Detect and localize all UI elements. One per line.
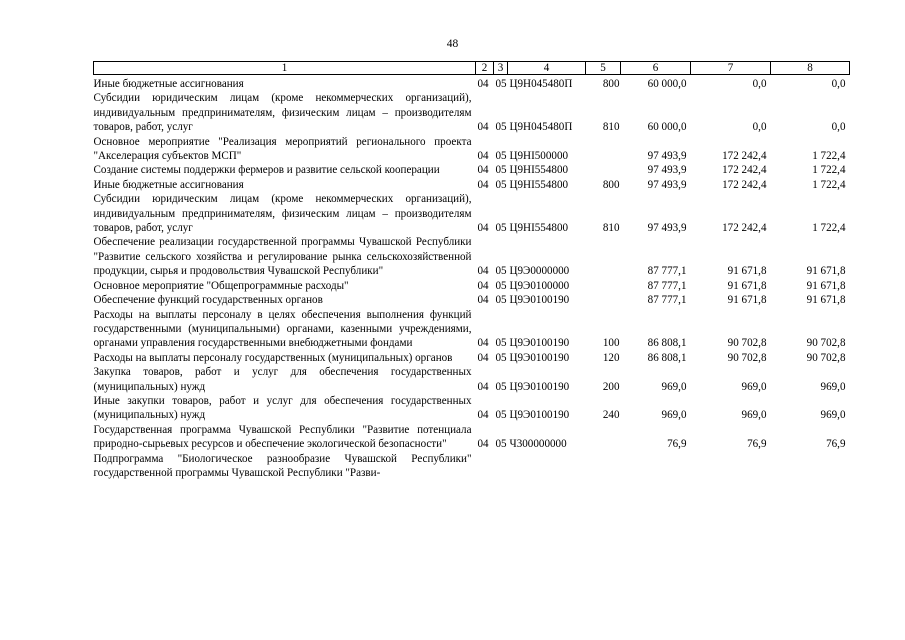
expense-type-code bbox=[586, 135, 621, 164]
expense-type-code: 810 bbox=[602, 222, 620, 235]
row-name: Расходы на выплаты персоналу в целях обеспечения выполнения функций государственными (муниципальными) органами, казенными учреждениями, органами управления государственными внебюджетными фондами bbox=[93, 308, 472, 350]
target-article-code: Ц9Э0100190 bbox=[509, 337, 570, 350]
table-row bbox=[94, 163, 850, 177]
table-row bbox=[94, 77, 850, 91]
amount-col7: 969,0 bbox=[741, 409, 767, 422]
amount-col7: 91 671,8 bbox=[727, 265, 767, 278]
amount-col7: 0,0 bbox=[752, 121, 767, 134]
subsection-code: 05 bbox=[495, 164, 507, 177]
amount-col7: 969,0 bbox=[741, 380, 767, 393]
amount-col8: 969,0 bbox=[820, 380, 846, 393]
amount-col7: 172 242,4 bbox=[722, 150, 767, 163]
amount-col6: 86 808,1 bbox=[647, 351, 687, 364]
expense-type-code: 810 bbox=[602, 121, 620, 134]
target-article-code: Ц9Н045480П bbox=[509, 121, 573, 134]
subsection-code: 05 bbox=[495, 279, 507, 292]
expense-type-code bbox=[586, 423, 621, 452]
target-article-code: Ц9Э0100000 bbox=[509, 279, 570, 292]
amount-col7: 76,9 bbox=[747, 438, 767, 451]
expense-type-code: 200 bbox=[602, 380, 620, 393]
section-code: 04 bbox=[477, 164, 489, 177]
row-name: Подпрограмма "Биологическое разнообразие Чувашской Республики" государственной программы Чувашской Республики "Разви- bbox=[93, 452, 472, 479]
header-cell: 1 bbox=[94, 62, 476, 75]
amount-col7: 172 242,4 bbox=[722, 178, 767, 191]
amount-col8: 1 722,4 bbox=[812, 222, 846, 235]
section-code: 04 bbox=[477, 380, 489, 393]
target-article-code: Ц9Э0100190 bbox=[509, 294, 570, 307]
expense-type-code: 100 bbox=[602, 337, 620, 350]
target-article-code bbox=[508, 452, 586, 481]
section-code: 04 bbox=[477, 279, 489, 292]
section-code: 04 bbox=[477, 351, 489, 364]
expense-type-code: 800 bbox=[602, 178, 620, 191]
target-article-code: Ч300000000 bbox=[509, 438, 567, 451]
amount-col8: 1 722,4 bbox=[812, 178, 846, 191]
row-name: Расходы на выплаты персоналу государственных (муниципальных) органов bbox=[93, 351, 453, 364]
amount-col6: 97 493,9 bbox=[647, 222, 687, 235]
amount-col8: 1 722,4 bbox=[812, 150, 846, 163]
amount-col8 bbox=[771, 452, 850, 481]
section-code: 04 bbox=[477, 150, 489, 163]
page-number: 48 bbox=[446, 38, 459, 50]
subsection-code: 05 bbox=[495, 121, 507, 134]
target-article-code: Ц9НI554800 bbox=[509, 222, 569, 235]
subsection-code: 05 bbox=[495, 265, 507, 278]
subsection-code: 05 bbox=[495, 438, 507, 451]
amount-col8: 90 702,8 bbox=[806, 337, 846, 350]
row-name: Субсидии юридическим лицам (кроме некоммерческих организаций), индивидуальным предпринимателям, физическим лицам – производителям товаров, работ, услуг bbox=[93, 193, 472, 235]
section-code: 04 bbox=[477, 265, 489, 278]
table-row bbox=[94, 279, 850, 293]
subsection-code: 05 bbox=[495, 351, 507, 364]
row-name: Закупка товаров, работ и услуг для обеспечения государственных (муниципальных) нужд bbox=[93, 366, 472, 393]
target-article-code: Ц9НI554800 bbox=[509, 164, 569, 177]
section-code: 04 bbox=[477, 294, 489, 307]
amount-col7: 91 671,8 bbox=[727, 279, 767, 292]
row-name: Обеспечение реализации государственной программы Чувашской Республики "Развитие сельского хозяйства и регулирование рынка сельскохозяйственной продукции, сырья и продовольствия Чувашской Республики" bbox=[93, 236, 472, 278]
section-code: 04 bbox=[477, 438, 489, 451]
subsection-code: 05 bbox=[495, 409, 507, 422]
table-row bbox=[94, 452, 850, 481]
target-article-code: Ц9НI500000 bbox=[509, 150, 569, 163]
table-body bbox=[94, 77, 850, 480]
subsection-code: 05 bbox=[495, 222, 507, 235]
row-name: Субсидии юридическим лицам (кроме некоммерческих организаций), индивидуальным предпринимателям, физическим лицам – производителям товаров, работ, услуг bbox=[93, 92, 472, 134]
expense-type-code bbox=[586, 452, 621, 481]
header-cell: 8 bbox=[771, 62, 850, 75]
amount-col6: 969,0 bbox=[661, 380, 687, 393]
subsection-code: 05 bbox=[495, 337, 507, 350]
amount-col6: 60 000,0 bbox=[647, 78, 687, 90]
expense-type-code: 240 bbox=[602, 409, 620, 422]
budget-table bbox=[93, 61, 850, 480]
header-cell: 6 bbox=[621, 62, 691, 75]
expense-type-code: 800 bbox=[602, 78, 620, 90]
table-row bbox=[94, 192, 850, 235]
section-code: 04 bbox=[477, 337, 489, 350]
table-row bbox=[94, 135, 850, 164]
section-code: 04 bbox=[477, 222, 489, 235]
row-name: Государственная программа Чувашской Республики "Развитие потенциала природно-сырьевых ресурсов и обеспечение экологической безопасности" bbox=[93, 423, 472, 451]
subsection-code: 05 bbox=[495, 178, 507, 191]
amount-col8: 76,9 bbox=[826, 438, 846, 451]
amount-col6: 969,0 bbox=[661, 409, 687, 422]
table-row bbox=[94, 91, 850, 134]
amount-col8: 90 702,8 bbox=[806, 351, 846, 364]
subsection-code bbox=[494, 452, 508, 481]
subsection-code: 05 bbox=[495, 294, 507, 307]
table-row bbox=[94, 351, 850, 365]
target-article-code: Ц9Н045480П bbox=[509, 78, 573, 90]
target-article-code: Ц9НI554800 bbox=[509, 178, 569, 191]
table-row bbox=[94, 308, 850, 351]
amount-col6: 60 000,0 bbox=[647, 121, 687, 134]
amount-col8: 91 671,8 bbox=[806, 279, 846, 292]
amount-col8: 91 671,8 bbox=[806, 265, 846, 278]
table-row bbox=[94, 394, 850, 423]
header-cell: 3 bbox=[494, 62, 508, 75]
header-cell: 7 bbox=[691, 62, 771, 75]
amount-col7: 172 242,4 bbox=[722, 164, 767, 177]
subsection-code: 05 bbox=[495, 78, 507, 90]
table-row bbox=[94, 293, 850, 307]
section-code bbox=[476, 452, 494, 481]
amount-col8: 1 722,4 bbox=[812, 164, 846, 177]
amount-col6: 97 493,9 bbox=[647, 178, 687, 191]
expense-type-code: 120 bbox=[602, 351, 620, 364]
row-name: Иные бюджетные ассигнования bbox=[93, 178, 244, 191]
table-row bbox=[94, 423, 850, 452]
amount-col8: 0,0 bbox=[831, 121, 846, 134]
amount-col7: 90 702,8 bbox=[727, 337, 767, 350]
subsection-code: 05 bbox=[495, 150, 507, 163]
amount-col7 bbox=[691, 452, 771, 481]
amount-col6: 87 777,1 bbox=[647, 265, 687, 278]
expense-type-code bbox=[586, 163, 621, 177]
amount-col6: 87 777,1 bbox=[647, 294, 687, 307]
subsection-code: 05 bbox=[495, 380, 507, 393]
header-cell: 2 bbox=[476, 62, 494, 75]
amount-col6: 76,9 bbox=[667, 438, 687, 451]
amount-col7: 172 242,4 bbox=[722, 222, 767, 235]
amount-col6: 97 493,9 bbox=[647, 164, 687, 177]
amount-col7: 90 702,8 bbox=[727, 351, 767, 364]
header-cell: 5 bbox=[586, 62, 621, 75]
table-row bbox=[94, 365, 850, 394]
expense-type-code bbox=[586, 293, 621, 307]
expense-type-code bbox=[586, 279, 621, 293]
table-header bbox=[94, 62, 850, 78]
amount-col6: 86 808,1 bbox=[647, 337, 687, 350]
amount-col8: 0,0 bbox=[831, 78, 846, 90]
header-row bbox=[94, 62, 850, 75]
target-article-code: Ц9Э0100190 bbox=[509, 409, 570, 422]
row-name: Иные бюджетные ассигнования bbox=[93, 78, 244, 90]
amount-col6: 97 493,9 bbox=[647, 150, 687, 163]
table-row bbox=[94, 178, 850, 192]
amount-col8: 969,0 bbox=[820, 409, 846, 422]
target-article-code: Ц9Э0100190 bbox=[509, 351, 570, 364]
target-article-code: Ц9Э0100190 bbox=[509, 380, 570, 393]
section-code: 04 bbox=[477, 409, 489, 422]
row-name: Создание системы поддержки фермеров и развитие сельской кооперации bbox=[93, 164, 440, 177]
amount-col7: 91 671,8 bbox=[727, 294, 767, 307]
section-code: 04 bbox=[477, 121, 489, 134]
amount-col8: 91 671,8 bbox=[806, 294, 846, 307]
expense-type-code bbox=[586, 235, 621, 278]
row-name: Основное мероприятие "Реализация мероприятий регионального проекта "Акселерация субъектов МСП" bbox=[93, 135, 472, 163]
target-article-code: Ц9Э0000000 bbox=[509, 265, 570, 278]
section-code: 04 bbox=[477, 178, 489, 191]
row-name: Основное мероприятие "Общепрограммные расходы" bbox=[93, 279, 349, 292]
table-row bbox=[94, 235, 850, 278]
header-cell: 4 bbox=[508, 62, 586, 75]
amount-col6 bbox=[621, 452, 691, 481]
row-name: Иные закупки товаров, работ и услуг для обеспечения государственных (муниципальных) нужд bbox=[93, 394, 472, 422]
section-code: 04 bbox=[477, 78, 489, 90]
row-name: Обеспечение функций государственных органов bbox=[93, 294, 323, 307]
amount-col6: 87 777,1 bbox=[647, 279, 687, 292]
amount-col7: 0,0 bbox=[752, 78, 767, 90]
